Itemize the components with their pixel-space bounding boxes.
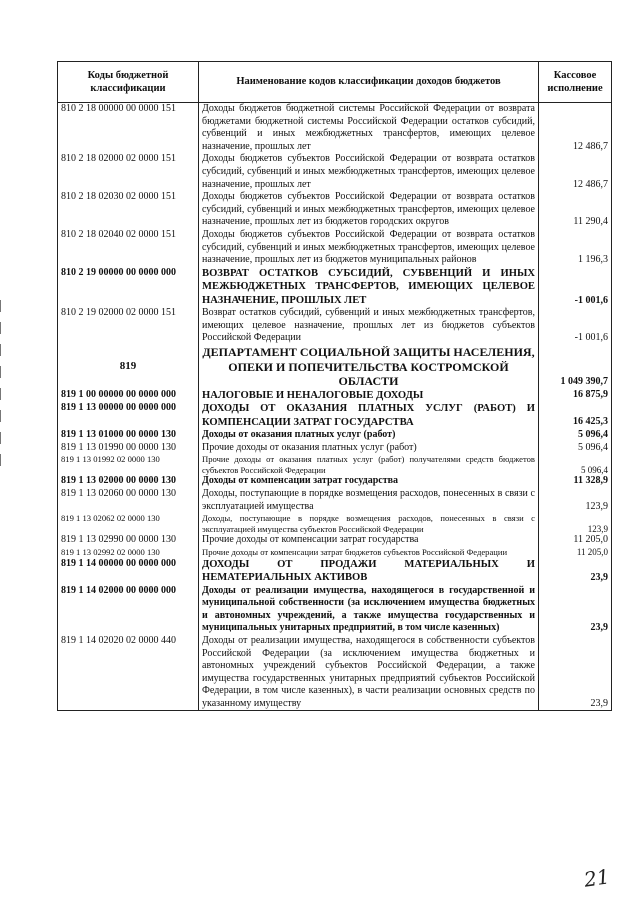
row-name: Прочие доходы от оказания платных услуг (работ) xyxy=(199,442,539,455)
row-name: Доходы от компенсации затрат государства xyxy=(199,475,539,488)
row-name: ДОХОДЫ ОТ ПРОДАЖИ МАТЕРИАЛЬНЫХ И НЕМАТЕРИАЛЬНЫХ АКТИВОВ xyxy=(199,558,539,585)
table-row xyxy=(58,442,612,455)
row-code: 819 1 13 00000 00 0000 000 xyxy=(58,402,199,429)
row-name: Доходы от оказания платных услуг (работ) xyxy=(199,429,539,442)
row-name: Доходы бюджетов субъектов Российской Федерации от возврата остатков субсидий, субвенций и иных межбюджетных трансфертов, имеющих целевое назначение, прошлых лет из бюджетов муниципальных районов xyxy=(199,229,539,267)
row-name: НАЛОГОВЫЕ И НЕНАЛОГОВЫЕ ДОХОДЫ xyxy=(199,389,539,403)
row-code: 819 1 13 02062 02 0000 130 xyxy=(58,513,199,534)
row-code: 819 1 00 00000 00 0000 000 xyxy=(58,389,199,403)
row-amount: 16 425,3 xyxy=(539,402,612,429)
row-name: Доходы бюджетов субъектов Российской Федерации от возврата остатков субсидий, субвенций и иных межбюджетных трансфертов, имеющих целевое назначение, прошлых лет xyxy=(199,153,539,191)
row-amount: 23,9 xyxy=(539,558,612,585)
department-name: ДЕПАРТАМЕНТ СОЦИАЛЬНОЙ ЗАЩИТЫ НАСЕЛЕНИЯ, ОПЕКИ И ПОПЕЧИТЕЛЬСТВА КОСТРОМСКОЙ ОБЛАСТИ xyxy=(199,345,539,389)
row-amount: 12 486,7 xyxy=(539,153,612,191)
row-code: 810 2 18 02000 02 0000 151 xyxy=(58,153,199,191)
row-amount: -1 001,6 xyxy=(539,307,612,345)
row-code: 810 2 19 02000 02 0000 151 xyxy=(58,307,199,345)
row-amount: 11 205,0 xyxy=(539,534,612,547)
table-row xyxy=(58,454,612,475)
row-name: ДОХОДЫ ОТ ОКАЗАНИЯ ПЛАТНЫХ УСЛУГ (РАБОТ) И КОМПЕНСАЦИИ ЗАТРАТ ГОСУДАРСТВА xyxy=(199,402,539,429)
table-row xyxy=(58,429,612,442)
table-row xyxy=(58,488,612,513)
row-amount: 5 096,4 xyxy=(539,454,612,475)
row-code: 819 1 13 02990 00 0000 130 xyxy=(58,534,199,547)
row-amount: 123,9 xyxy=(539,488,612,513)
row-amount: 1 049 390,7 xyxy=(539,345,612,389)
row-amount: 1 196,3 xyxy=(539,229,612,267)
row-amount: 12 486,7 xyxy=(539,103,612,154)
row-code: 819 1 13 02060 00 0000 130 xyxy=(58,488,199,513)
row-amount: 5 096,4 xyxy=(539,442,612,455)
table-row xyxy=(58,307,612,345)
row-code: 819 xyxy=(58,345,199,389)
row-amount: -1 001,6 xyxy=(539,267,612,308)
row-code: 810 2 18 02040 02 0000 151 xyxy=(58,229,199,267)
scan-edge-marks xyxy=(0,300,2,520)
row-name: Доходы от реализации имущества, находящегося в государственной и муниципальной собственности (за исключением имущества бюджетных и автономных учреждений, а также имущества государственных и муниципальных унитарных предприятий, в том числе казенных) xyxy=(199,585,539,635)
row-code: 810 2 18 02030 02 0000 151 xyxy=(58,191,199,229)
row-code: 819 1 13 01992 02 0000 130 xyxy=(58,454,199,475)
table-row xyxy=(58,191,612,229)
header-codes: Коды бюджетной классификации xyxy=(58,62,199,103)
row-name: ВОЗВРАТ ОСТАТКОВ СУБСИДИЙ, СУБВЕНЦИЙ И ИНЫХ МЕЖБЮДЖЕТНЫХ ТРАНСФЕРТОВ, ИМЕЮЩИХ ЦЕЛЕВОЕ НАЗНАЧЕНИЕ, ПРОШЛЫХ ЛЕТ xyxy=(199,267,539,308)
row-name: Доходы от реализации имущества, находящегося в собственности субъектов Российской Федерации (за исключением имущества бюджетных и автономных учреждений субъектов Российской Федерации, а также имущества государственных унитарных предприятий субъектов Российской Федерации, в том числе казенных), в части реализации основных средств по указанному имуществу xyxy=(199,635,539,711)
table-row xyxy=(58,558,612,585)
table-row xyxy=(58,389,612,403)
row-amount: 11 328,9 xyxy=(539,475,612,488)
table-header-row xyxy=(58,62,612,103)
row-amount: 123,9 xyxy=(539,513,612,534)
department-row xyxy=(58,345,612,389)
row-name: Доходы, поступающие в порядке возмещения расходов, понесенных в связи с эксплуатацией имущества субъектов Российской Федерации xyxy=(199,513,539,534)
table-row xyxy=(58,585,612,635)
row-name: Доходы бюджетов субъектов Российской Федерации от возврата остатков субсидий, субвенций и иных межбюджетных трансфертов, имеющих целевое назначение, прошлых лет из бюджетов городских округов xyxy=(199,191,539,229)
row-name: Прочие доходы от компенсации затрат государства xyxy=(199,534,539,547)
table-row xyxy=(58,267,612,308)
page-number: 21 xyxy=(582,864,611,892)
table-row xyxy=(58,402,612,429)
table-row xyxy=(58,547,612,558)
row-code: 819 1 13 02992 02 0000 130 xyxy=(58,547,199,558)
row-name: Прочие доходы от компенсации затрат бюджетов субъектов Российской Федерации xyxy=(199,547,539,558)
row-amount: 5 096,4 xyxy=(539,429,612,442)
row-code: 819 1 13 01990 00 0000 130 xyxy=(58,442,199,455)
row-amount: 16 875,9 xyxy=(539,389,612,403)
row-name: Доходы, поступающие в порядке возмещения расходов, понесенных в связи с эксплуатацией имущества xyxy=(199,488,539,513)
row-code: 810 2 19 00000 00 0000 000 xyxy=(58,267,199,308)
row-amount: 11 290,4 xyxy=(539,191,612,229)
row-code: 819 1 13 02000 00 0000 130 xyxy=(58,475,199,488)
header-name: Наименование кодов классификации доходов бюджетов xyxy=(199,62,539,103)
table-row xyxy=(58,475,612,488)
table-row xyxy=(58,534,612,547)
row-name: Возврат остатков субсидий, субвенций и иных межбюджетных трансфертов, имеющих целевое назначение, прошлых лет из бюджетов субъектов Российской Федерации xyxy=(199,307,539,345)
row-code: 819 1 14 02020 02 0000 440 xyxy=(58,635,199,711)
row-name: Доходы бюджетов бюджетной системы Российской Федерации от возврата бюджетами бюджетной системы Российской Федерации остатков субсидий, субвенций и иных межбюджетных трансфертов, имеющих целевое назначение, прошлых лет xyxy=(199,103,539,154)
row-code: 810 2 18 00000 00 0000 151 xyxy=(58,103,199,154)
table-row xyxy=(58,153,612,191)
table-row xyxy=(58,103,612,154)
table-row xyxy=(58,513,612,534)
row-code: 819 1 14 02000 00 0000 000 xyxy=(58,585,199,635)
table-row xyxy=(58,635,612,711)
row-code: 819 1 14 00000 00 0000 000 xyxy=(58,558,199,585)
row-amount: 23,9 xyxy=(539,635,612,711)
budget-revenue-table xyxy=(57,61,612,711)
row-code: 819 1 13 01000 00 0000 130 xyxy=(58,429,199,442)
row-name: Прочие доходы от оказания платных услуг (работ) получателями средств бюджетов субъектов Российской Федерации xyxy=(199,454,539,475)
row-amount: 11 205,0 xyxy=(539,547,612,558)
header-amount: Кассовое исполнение xyxy=(539,62,612,103)
row-amount: 23,9 xyxy=(539,585,612,635)
table-row xyxy=(58,229,612,267)
